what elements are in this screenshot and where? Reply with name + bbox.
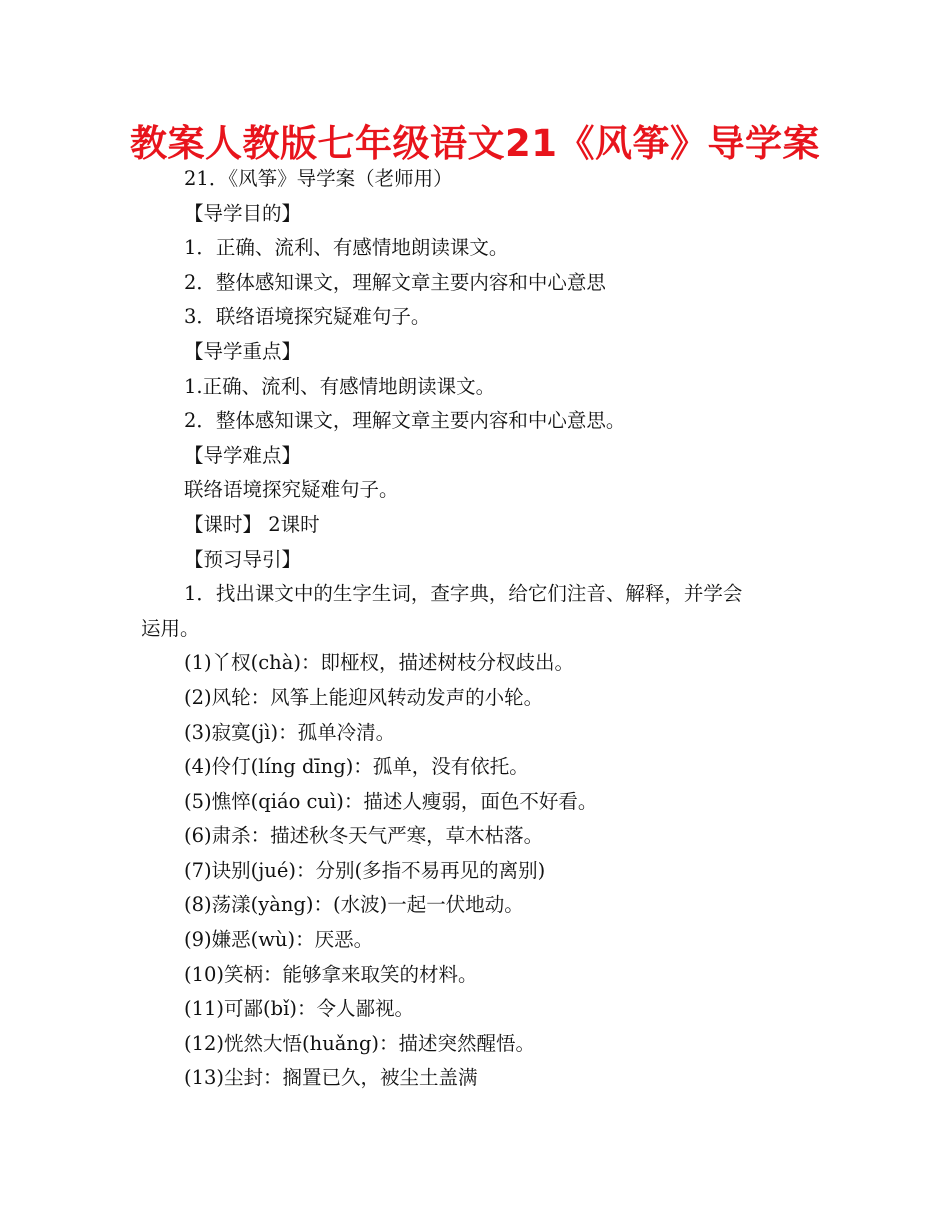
section-heading-preview: 【预习导引】 xyxy=(184,547,302,571)
section-heading-key-points: 【导学重点】 xyxy=(184,339,302,363)
vocab-item-4: (4)伶仃(líng dīng)：孤单，没有依托。 xyxy=(184,755,529,779)
vocab-item-11: (11)可鄙(bǐ)：令人鄙视。 xyxy=(184,997,414,1021)
document-body xyxy=(141,162,821,1096)
vocab-item-10: (10)笑柄：能够拿来取笑的材料。 xyxy=(184,962,478,986)
preview-task-continuation: 运用。 xyxy=(141,616,200,640)
goal-item-1: 1．正确、流利、有感情地朗读课文。 xyxy=(184,236,509,260)
vocab-item-2: (2)风轮：风筝上能迎风转动发声的小轮。 xyxy=(184,685,544,709)
preview-task-line: 1．找出课文中的生字生词，查字典，给它们注音、解释，并学会 xyxy=(184,582,743,606)
vocab-item-13: (13)尘封：搁置已久，被尘土盖满 xyxy=(184,1066,478,1090)
vocab-item-6: (6)肃杀：描述秋冬天气严寒，草木枯落。 xyxy=(184,824,544,848)
vocab-item-12: (12)恍然大悟(huǎng)：描述突然醒悟。 xyxy=(184,1031,536,1055)
vocab-item-3: (3)寂寞(jì)：孤单冷清。 xyxy=(184,720,396,744)
class-hours-line: 【课时】 2课时 xyxy=(184,512,320,536)
section-heading-difficulties: 【导学难点】 xyxy=(184,443,302,467)
subtitle-line: 21．《风筝》导学案（老师用） xyxy=(184,167,453,190)
key-point-item-1: 1.正确、流利、有感情地朗读课文。 xyxy=(184,374,496,398)
goal-item-3: 3．联络语境探究疑难句子。 xyxy=(184,305,431,329)
vocab-item-5: (5)憔悴(qiáo cuì)：描述人瘦弱，面色不好看。 xyxy=(184,789,598,813)
vocab-item-8: (8)荡漾(yàng)：(水波)一起一伏地动。 xyxy=(184,893,524,917)
vocab-item-7: (7)诀别(jué)：分别(多指不易再见的离别) xyxy=(184,858,546,882)
key-point-item-2: 2．整体感知课文，理解文章主要内容和中心意思。 xyxy=(184,409,626,433)
vocab-item-1: (1)丫杈(chà)：即桠杈，描述树枝分杈歧出。 xyxy=(184,651,574,675)
goal-item-2: 2．整体感知课文，理解文章主要内容和中心意思 xyxy=(184,270,606,294)
document-title: 教案人教版七年级语文21《风筝》导学案 xyxy=(130,122,820,165)
vocab-item-9: (9)嫌恶(wù)：厌恶。 xyxy=(184,928,374,952)
section-heading-goals: 【导学目的】 xyxy=(184,201,302,225)
difficulty-item: 联络语境探究疑难句子。 xyxy=(184,478,399,502)
